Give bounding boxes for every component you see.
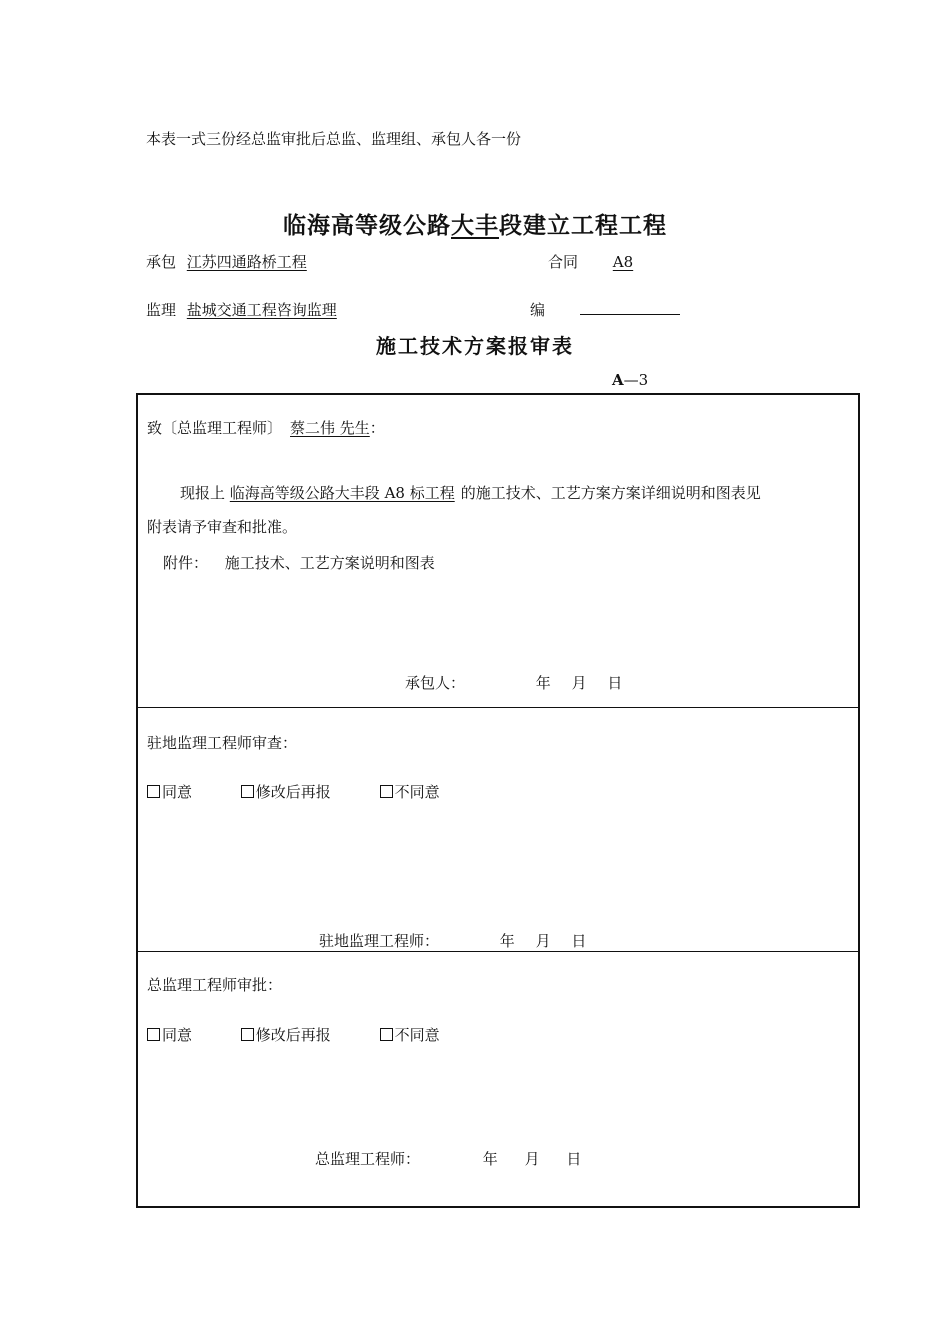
chief-options — [147, 1024, 440, 1045]
date-year: 年 — [499, 932, 515, 950]
attachment-line — [163, 552, 435, 573]
attachment-label: 附件： — [163, 554, 209, 572]
number-row — [530, 299, 680, 320]
contract-value: A8 — [612, 253, 634, 271]
disagree-checkbox[interactable] — [380, 1028, 393, 1041]
supervisor-label: 监理 — [146, 301, 177, 319]
addressee-prefix: 致〔总监理工程师〕 — [147, 419, 283, 437]
addressee-name: 蔡二伟 先生 — [290, 419, 370, 437]
contractor-row — [146, 251, 339, 272]
contractor-value: 江苏四通路桥工程 — [186, 253, 307, 271]
disagree-option[interactable] — [380, 1026, 440, 1044]
addressee-suffix: ： — [369, 419, 385, 437]
body-suffix: 的施工技术、工艺方案方案详细说明和图表见 — [460, 484, 761, 502]
resident-options — [147, 781, 440, 802]
document-title — [0, 207, 950, 240]
contract-label: 合同 — [548, 253, 579, 271]
disagree-option[interactable] — [380, 783, 440, 801]
distribution-note: 本表一式三份经总监审批后总监、监理组、承包人各一份 — [146, 130, 522, 148]
date-year: 年 — [535, 674, 551, 692]
date-day: 日 — [607, 674, 623, 692]
resident-review-section — [138, 708, 858, 952]
agree-option[interactable] — [147, 783, 192, 801]
date-day: 日 — [566, 1150, 582, 1168]
chief-approval-section — [138, 952, 858, 1208]
title-underlined: 大丰 — [451, 212, 499, 239]
revise-label: 修改后再报 — [255, 783, 331, 801]
chief-approval-heading: 总监理工程师审批： — [147, 976, 283, 994]
agree-label: 同意 — [162, 1026, 193, 1044]
supervisor-row — [146, 299, 337, 320]
title-suffix: 段建立工程工程 — [499, 212, 667, 239]
agree-checkbox[interactable] — [147, 1028, 160, 1041]
form-code-letter: A — [612, 371, 624, 389]
body-project: 临海高等级公路大丰段 A8 标工程 — [229, 484, 455, 502]
approval-form — [136, 393, 860, 1208]
resident-signature — [319, 930, 586, 951]
revise-option[interactable] — [241, 783, 331, 801]
contract-row — [548, 251, 659, 272]
attachment-value: 施工技术、工艺方案说明和图表 — [224, 554, 435, 572]
revise-checkbox[interactable] — [241, 785, 254, 798]
disagree-checkbox[interactable] — [380, 785, 393, 798]
title-prefix: 临海高等级公路 — [283, 212, 451, 239]
date-day: 日 — [571, 932, 587, 950]
date-month: 月 — [524, 1150, 540, 1168]
number-label: 编 — [530, 301, 546, 319]
contractor-label: 承包 — [146, 253, 177, 271]
date-year: 年 — [482, 1150, 498, 1168]
chief-signature — [315, 1148, 581, 1169]
disagree-label: 不同意 — [394, 783, 440, 801]
form-code — [612, 371, 648, 389]
agree-option[interactable] — [147, 1026, 192, 1044]
contractor-sign-label: 承包人： — [405, 674, 466, 692]
supervisor-value: 盐城交通工程咨询监理 — [186, 301, 337, 319]
resident-sign-label: 驻地监理工程师： — [319, 932, 440, 950]
contractor-signature — [405, 672, 622, 693]
addressee-line — [147, 417, 385, 438]
revise-label: 修改后再报 — [255, 1026, 331, 1044]
date-month: 月 — [535, 932, 551, 950]
body-prefix: 现报上 — [180, 484, 226, 502]
revise-checkbox[interactable] — [241, 1028, 254, 1041]
form-code-number: —3 — [623, 371, 649, 389]
submission-section — [138, 395, 858, 708]
chief-sign-label: 总监理工程师： — [315, 1150, 421, 1168]
number-blank — [580, 300, 680, 315]
submission-body-line1 — [180, 482, 761, 503]
agree-label: 同意 — [162, 783, 193, 801]
disagree-label: 不同意 — [394, 1026, 440, 1044]
agree-checkbox[interactable] — [147, 785, 160, 798]
submission-body-line2: 附表请予审查和批准。 — [147, 518, 298, 536]
revise-option[interactable] — [241, 1026, 331, 1044]
form-title: 施工技术方案报审表 — [376, 334, 574, 358]
date-month: 月 — [571, 674, 587, 692]
resident-review-heading: 驻地监理工程师审查： — [147, 734, 298, 752]
